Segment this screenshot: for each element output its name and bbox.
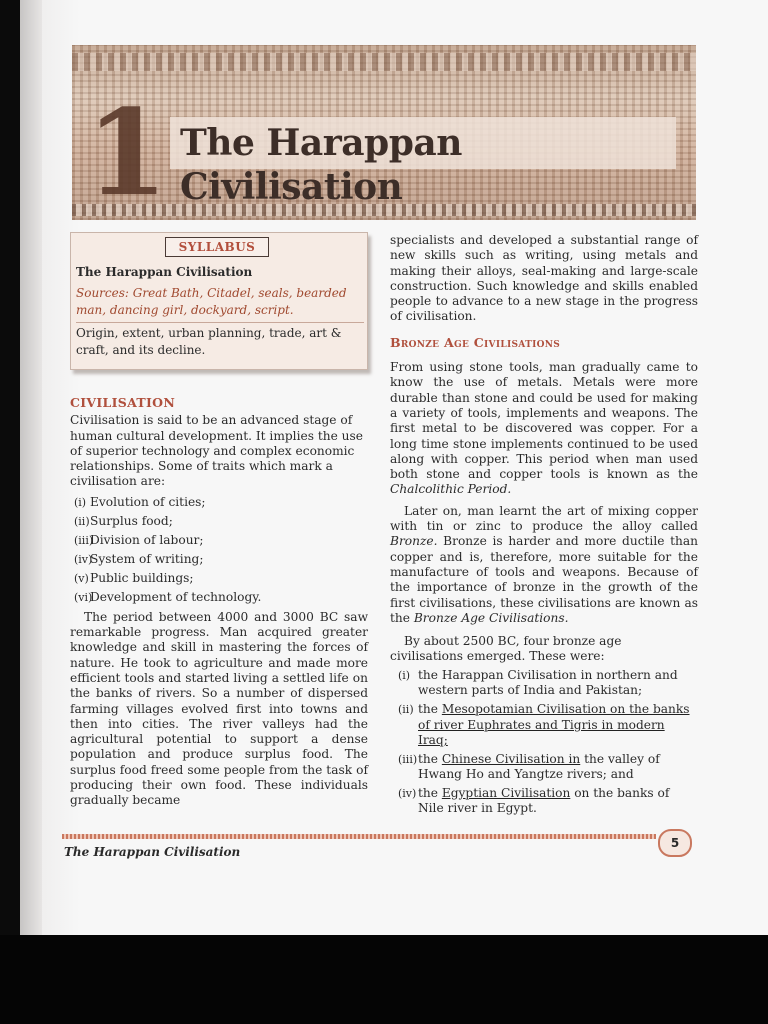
civilisation-traits-list	[70, 493, 368, 607]
section-heading-civilisation: CIVILISATION	[70, 395, 176, 410]
list-item: (ii) the Mesopotamian Civilisation on the banks of river Euphrates and Tigris in modern Iraq;	[398, 701, 690, 748]
section-heading-bronze-age: Bronze Age Civilisations	[390, 334, 561, 350]
chapter-banner	[72, 45, 696, 220]
metals-paragraph: From using stone tools, man gradually came to know the use of metals. Metals were more durable than stone and could be used for making a variety of tools, implements and weapons. The first metal to be discovered was copper. For a long time stone implements continued to be used along with copper. This period when man used both stone and copper tools is known as the Chalcolithic Period.	[390, 360, 698, 497]
list-item: (vi) Development of technology.	[74, 589, 262, 604]
list-item: (iv) the Egyptian Civilisation on the banks of Nile river in Egypt.	[398, 785, 670, 816]
running-footer-title: The Harappan Civilisation	[64, 845, 241, 859]
right-column	[390, 233, 698, 817]
syllabus-heading: The Harappan Civilisation	[76, 265, 253, 279]
list-item: (i) Evolution of cities;	[74, 494, 206, 509]
list-item: (iii) the Chinese Civilisation in the valley of Hwang Ho and Yangtze rivers; and	[398, 751, 660, 782]
footer-rule	[62, 834, 656, 839]
syllabus-sources: Sources: Great Bath, Citadel, seals, bearded man, dancing girl, dockyard, script.	[76, 286, 347, 317]
list-item: (iv) System of writing;	[74, 551, 204, 566]
page-gutter-shadow	[20, 0, 42, 935]
list-item: (i) the Harappan Civilisation in northern and western parts of India and Pakistan;	[398, 667, 678, 698]
chapter-title: The Harappan Civilisation	[180, 122, 462, 208]
syllabus-box	[70, 232, 368, 370]
banner-carved-border-top	[72, 53, 696, 71]
syllabus-divider	[76, 322, 364, 323]
page-number: 5	[658, 829, 692, 857]
bronze-civilisations-list	[390, 668, 698, 817]
progress-paragraph: The period between 4000 and 3000 BC saw remarkable progress. Man acquired greater knowledge and skill in mastering the forces of nature. He took to agriculture and made more efficient tools and started living a settled life on the banks of rivers. So a number of dispersed farming villages evolved first into towns and then into cities. The river valleys had the agricultural potential to support a dense population and produce surplus food. The surplus food freed some people from the task of producing their own food. These individuals gradually became	[70, 609, 368, 808]
civilisation-intro-paragraph: Civilisation is said to be an advanced stage of human cultural development. It implies the use of superior technology and complex economic relationships. Some of traits which mark a civilisation are:	[70, 413, 363, 489]
bronze-paragraph: Later on, man learnt the art of mixing copper with tin or zinc to produce the alloy called Bronze. Bronze is harder and more ductile than copper and is, therefore, more suitable for the manufacture of tools and weapons. Because of the importance of bronze in the growth of the first civilisations, these civilisations are known as the Bronze Age Civilisations.	[390, 503, 698, 625]
list-item: (v) Public buildings;	[74, 570, 194, 585]
four-civilisations-intro: By about 2500 BC, four bronze age civilisations emerged. These were:	[390, 634, 622, 664]
specialists-paragraph: specialists and developed a substantial range of new skills such as writing, using metals and making their alloys, seal-making and large-scale construction. Such knowledge and skills enabled people to advance to a new stage in the progress of civilisation.	[390, 233, 698, 324]
syllabus-topics: Origin, extent, urban planning, trade, art & craft, and its decline.	[76, 326, 342, 357]
scanner-background	[0, 935, 768, 1024]
list-item: (iii) Division of labour;	[74, 532, 204, 547]
list-item: (ii) Surplus food;	[74, 513, 173, 528]
syllabus-label: SYLLABUS	[165, 237, 269, 257]
left-column	[70, 395, 368, 809]
chapter-number: 1	[86, 83, 169, 220]
